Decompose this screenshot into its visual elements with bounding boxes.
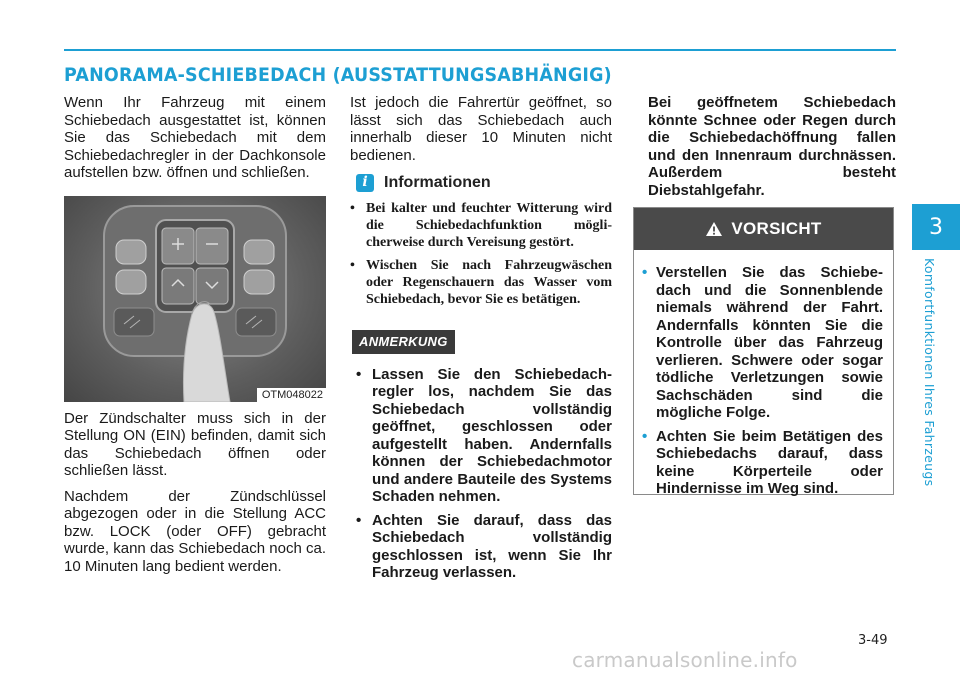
watermark-text: carmanualsonline.info	[572, 648, 798, 672]
intro-paragraph: Wenn Ihr Fahrzeug mit einem Schiebedach ausgestattet ist, können Sie das Schiebedach mit dem Schiebedachregler in der Dachkonsole aufstellen bzw. öffnen und schließen.	[64, 94, 326, 181]
column-3	[648, 94, 896, 207]
column-2	[350, 94, 612, 588]
page-number: 3-49	[858, 633, 888, 648]
overhead-console-photo	[64, 196, 326, 402]
list-item: • Achten Sie darauf, dass das Schiebedach vollständig geschlossen ist, wenn Sie Ihr Fahrzeug verlassen.	[350, 512, 612, 582]
theft-warning-paragraph: Bei geöffnetem Schiebedach könnte Schnee oder Regen durch die Schiebedachöffnung fallen und den Innenraum durchnässen. Außerdem besteht Diebstahlgefahr.	[648, 94, 896, 199]
list-item: • Achten Sie beim Betätigen des Schiebedachs darauf, dass keine Körperteile oder Hindernisse im Weg sind.	[642, 428, 883, 498]
column-1	[64, 94, 326, 583]
image-code-label: OTM048022	[257, 388, 326, 402]
top-rule	[64, 49, 896, 51]
info-title: Informationen	[384, 174, 491, 192]
overhead-console-illustration	[64, 196, 326, 402]
chapter-title: Komfortfunktionen Ihres Fahrzeugs	[922, 258, 937, 487]
ignition-paragraph: Der Zündschalter muss sich in der Stellung ON (EIN) befinden, damit sich das Schiebedach öffnen oder schließen lässt.	[64, 409, 326, 479]
list-item: • Lassen Sie den Schiebedach-regler los, nachdem Sie das Schiebedach vollständig geöffnet, geschlossen oder aufgestellt haben. Andernfalls können der Schiebedachmotor und andere Bauteile des Systems Schaden nehmen.	[350, 366, 612, 506]
anmerkung-list	[350, 366, 612, 582]
section-title: PANORAMA-SCHIEBEDACH (AUSSTATTUNGSABHÄNGIG)	[64, 64, 612, 86]
key-removed-paragraph: Nachdem der Zündschlüssel abgezogen oder in die Stellung ACC bzw. LOCK (oder OFF) gebracht wurde, kann das Schiebedach noch ca. 10 Minuten lang bedient werden.	[64, 487, 326, 575]
vorsicht-box	[633, 207, 894, 495]
continuation-paragraph: Ist jedoch die Fahrertür geöffnet, so lässt sich das Schiebedach auch innerhalb dieser 10 Minuten nicht bedienen.	[350, 94, 612, 164]
warning-triangle-icon	[705, 221, 723, 237]
info-list	[350, 200, 612, 308]
list-item: • Verstellen Sie das Schiebe-dach und die Sonnenblende niemals während der Fahrt. Andernfalls könnten Sie die Kontrolle über das Fahrzeug verlieren. Schwere oder sogar tödliche Verletzungen sowie Sachschäden sind die mögliche Folge.	[642, 264, 883, 422]
anmerkung-badge: ANMERKUNG	[352, 330, 455, 354]
chapter-number-tab: 3	[912, 204, 960, 250]
list-item: • Wischen Sie nach Fahrzeugwäschen oder Regenschauern das Wasser vom Schiebedach, bevor Sie es betätigen.	[350, 257, 612, 308]
info-icon: i	[356, 174, 374, 192]
info-heading	[356, 174, 612, 192]
vorsicht-label: VORSICHT	[731, 219, 822, 238]
list-item: • Bei kalter und feuchter Witterung wird die Schiebedachfunktion mögli-cherweise durch Vereisung gestört.	[350, 200, 612, 251]
vorsicht-list	[634, 250, 893, 498]
vorsicht-header	[634, 208, 893, 250]
